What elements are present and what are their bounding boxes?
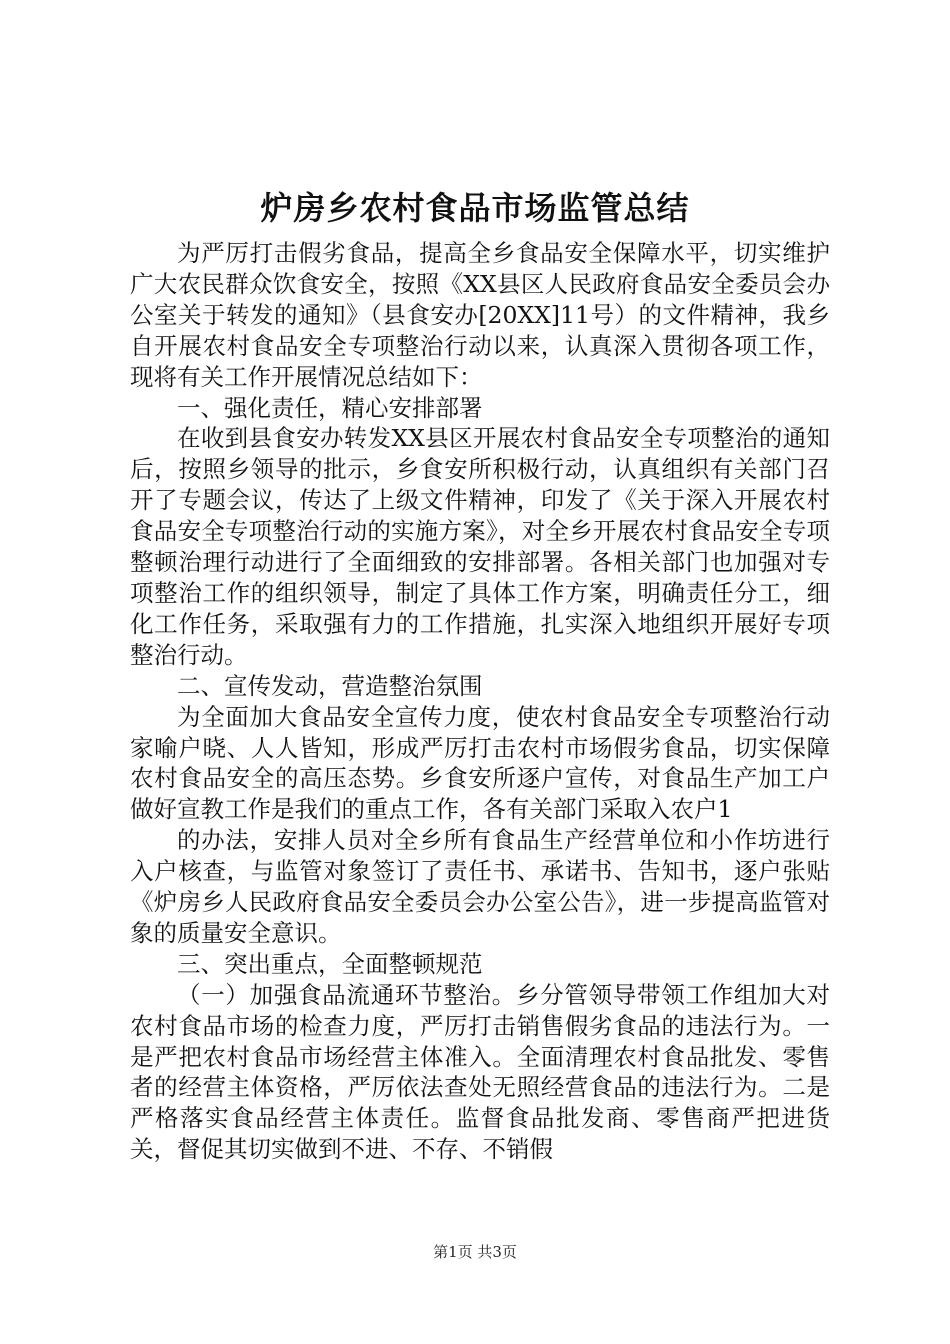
section-heading-1: 一、强化责任，精心安排部署 bbox=[177, 393, 483, 422]
section-heading-3: 三、突出重点，全面整顿规范 bbox=[177, 949, 483, 978]
document-body bbox=[130, 238, 830, 1165]
section-1-paragraph: 在收到县食安办转发XX县区开展农村食品安全专项整治的通知后，按照乡领导的批示，乡食安所积极行动，认真组织有关部门召开了专题会议，传达了上级文件精神，印发了《关于深入开展农村食品安全专项整治行动的实施方案》，对全乡开展农村食品安全专项整顿治理行动进行了全面细致的安排部署。各相关部门也加强对专项整治工作的组织领导，制定了具体工作方案，明确责任分工，细化工作任务，采取强有力的工作措施，扎实深入地组织开展好专项整治行动。 bbox=[130, 424, 830, 669]
intro-paragraph: 为严厉打击假劣食品，提高全乡食品安全保障水平，切实维护广大农民群众饮食安全，按照《XX县区人民政府食品安全委员会办公室关于转发的通知》（县食安办[20XX]11号）的文件精神，我乡自开展农村食品安全专项整治行动以来，认真深入贯彻各项工作，现将有关工作开展情况总结如下： bbox=[130, 239, 830, 391]
section-3-paragraph: （一）加强食品流通环节整治。乡分管领导带领工作组加大对农村食品市场的检查力度，严厉打击销售假劣食品的违法行为。一是严把农村食品市场经营主体准入。全面清理农村食品批发、零售者的经营主体资格，严厉依法查处无照经营食品的违法行为。二是严格落实食品经营主体责任。监督食品批发商、零售商严把进货关，督促其切实做到不进、不存、不销假 bbox=[130, 980, 830, 1164]
document-title: 炉房乡农村食品市场监管总结 bbox=[260, 189, 690, 227]
section-heading-2: 二、宣传发动，营造整治氛围 bbox=[177, 671, 483, 700]
section-2-paragraph: 为全面加大食品安全宣传力度，使农村食品安全专项整治行动家喻户晓、人人皆知，形成严厉打击农村市场假劣食品，切实保障农村食品安全的高压态势。乡食安所逐户宣传，对食品生产加工户做好宣教工作是我们的重点工作，各有关部门采取入农户1 bbox=[130, 702, 830, 824]
page-number-footer: 第1页 共3页 bbox=[433, 1243, 517, 1261]
section-2-continuation: 的办法，安排人员对全乡所有食品生产经营单位和小作坊进行入户核查，与监管对象签订了责任书、承诺书、告知书，逐户张贴《炉房乡人民政府食品安全委员会办公室公告》，进一步提高监管对象的质量安全意识。 bbox=[130, 826, 830, 947]
